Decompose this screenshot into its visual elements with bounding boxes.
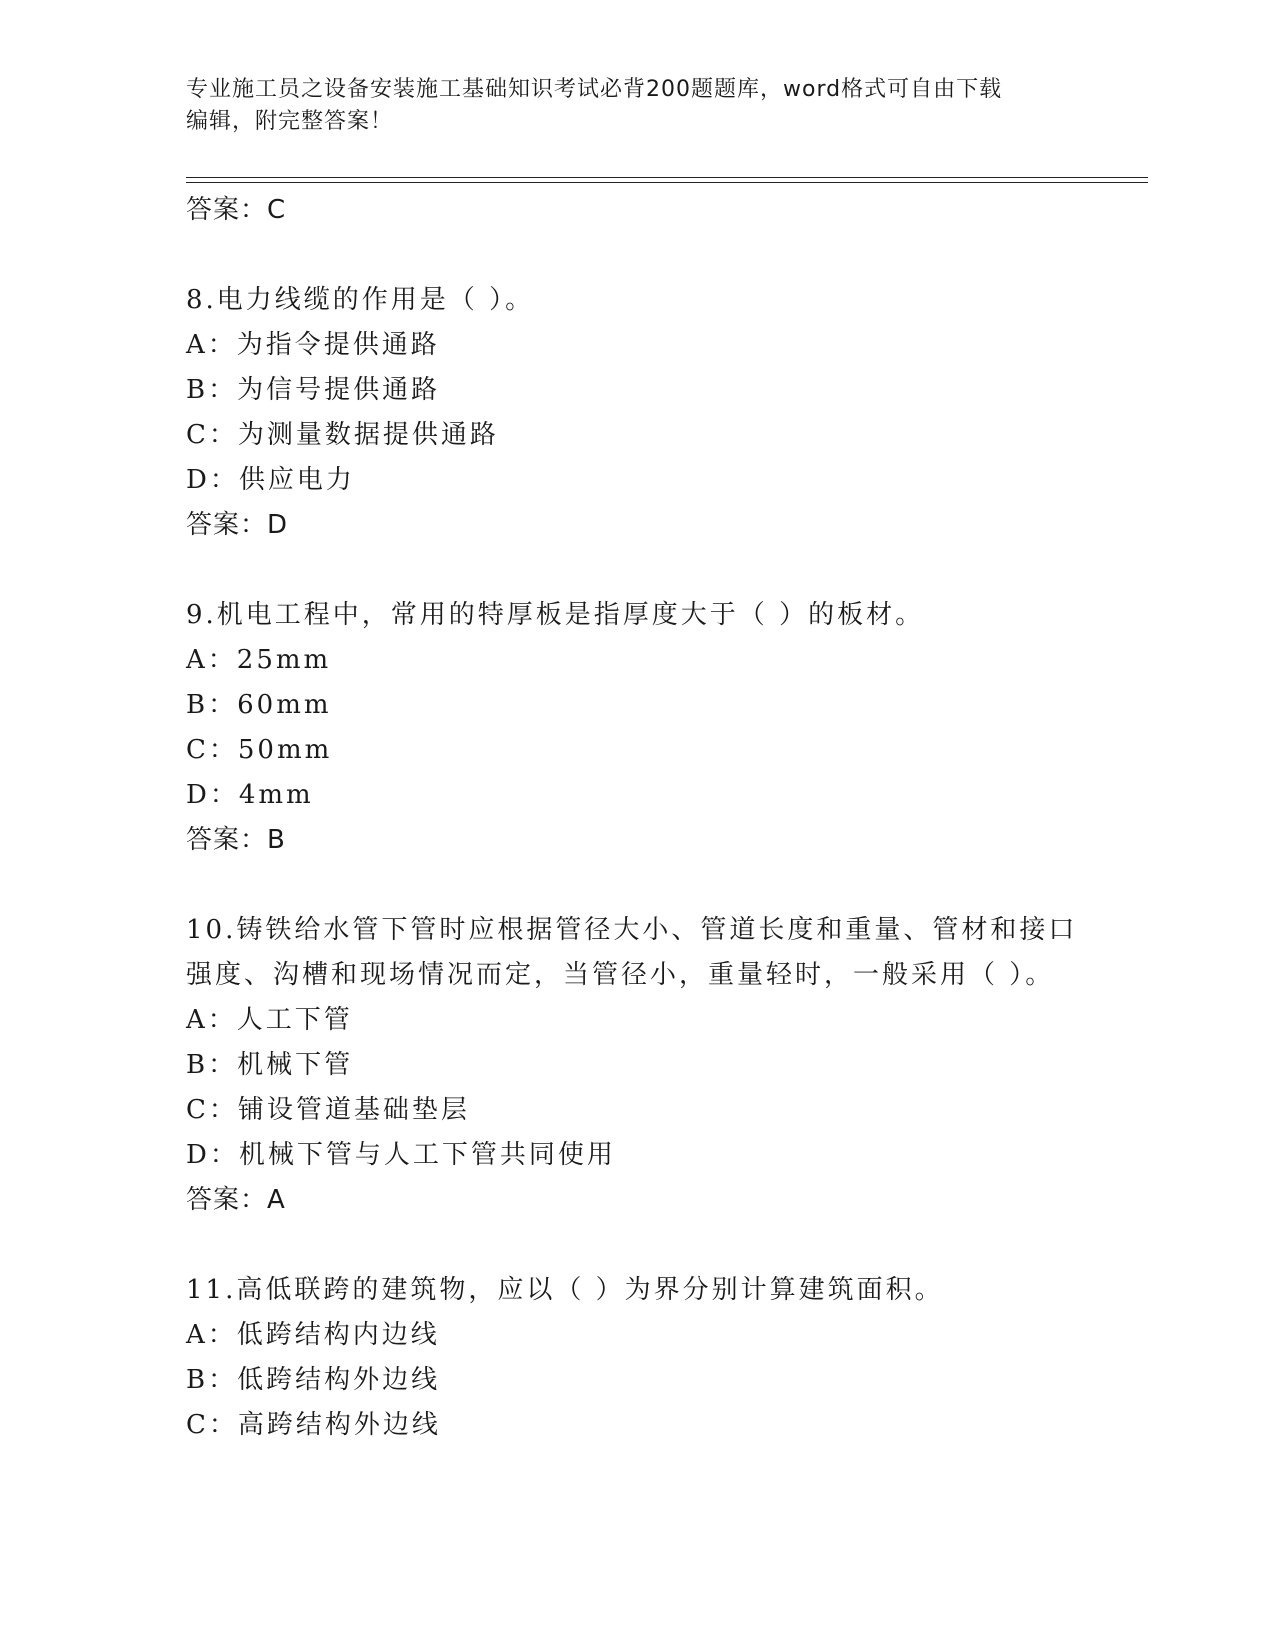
option-a: A：25mm <box>186 645 332 675</box>
spacer <box>186 233 1126 278</box>
question-block <box>186 1268 1126 1448</box>
option-d: D：4mm <box>186 780 314 810</box>
option-c: C：铺设管道基础垫层 <box>186 1095 470 1125</box>
question-stem: 11.高低联跨的建筑物，应以（ ）为界分别计算建筑面积。 <box>186 1275 944 1305</box>
option-a: A：低跨结构内边线 <box>186 1320 440 1350</box>
spacer <box>186 548 1126 593</box>
spacer <box>186 863 1126 908</box>
header-title-line-2: 编辑，附完整答案！ <box>186 109 394 134</box>
answer-label: 答案：A <box>186 1185 286 1215</box>
question-stem-line-2: 强度、沟槽和现场情况而定，当管径小，重量轻时，一般采用（ ）。 <box>186 960 1055 990</box>
option-c: C：为测量数据提供通路 <box>186 420 499 450</box>
header-divider-top <box>186 177 1148 178</box>
document-header <box>186 74 1066 138</box>
option-d: D：供应电力 <box>186 465 355 495</box>
option-c: C：高跨结构外边线 <box>186 1410 441 1440</box>
answer-label: 答案：C <box>186 195 287 225</box>
option-d: D：机械下管与人工下管共同使用 <box>186 1140 616 1170</box>
question-block <box>186 278 1126 548</box>
question-stem-line-1: 10.铸铁给水管下管时应根据管径大小、管道长度和重量、管材和接口 <box>186 915 1078 945</box>
question-block <box>186 908 1126 1223</box>
question-stem: 8.电力线缆的作用是（ ）。 <box>186 285 535 315</box>
option-c: C：50mm <box>186 735 333 765</box>
option-a: A：为指令提供通路 <box>186 330 440 360</box>
header-divider-bottom <box>186 182 1148 183</box>
header-title-line-1: 专业施工员之设备安装施工基础知识考试必背200题题库，word格式可自由下载 <box>186 77 1003 102</box>
question-stem: 9.机电工程中，常用的特厚板是指厚度大于（ ）的板材。 <box>186 600 925 630</box>
answer-label: 答案：D <box>186 510 289 540</box>
option-b: B：为信号提供通路 <box>186 375 441 405</box>
spacer <box>186 1223 1126 1268</box>
question-block <box>186 593 1126 863</box>
answer-label: 答案：B <box>186 825 286 855</box>
option-b: B：低跨结构外边线 <box>186 1365 441 1395</box>
question-list <box>186 188 1126 1448</box>
option-b: B：机械下管 <box>186 1050 354 1080</box>
option-b: B：60mm <box>186 690 332 720</box>
option-a: A：人工下管 <box>186 1005 353 1035</box>
